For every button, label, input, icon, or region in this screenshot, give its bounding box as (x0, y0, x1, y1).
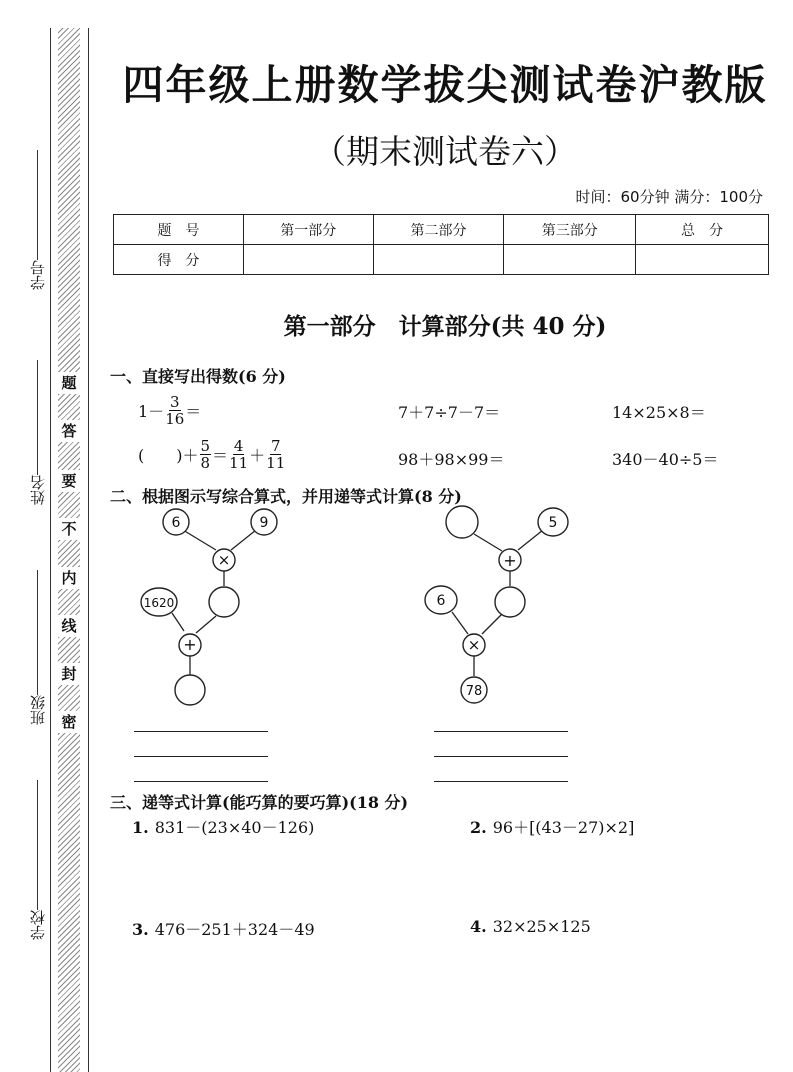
time-info: 时间：60分钟 满分：100分 (575, 188, 763, 206)
seal-char: 密 (58, 711, 80, 733)
node-value: 5 (548, 515, 558, 531)
answer-line[interactable] (434, 781, 568, 782)
node-value: 9 (259, 515, 269, 531)
node-value: 78 (465, 684, 483, 699)
score-header-cell: 第三部分 (504, 215, 636, 245)
score-cell-part1[interactable] (243, 245, 373, 275)
name-field (22, 360, 52, 505)
answer-line[interactable] (434, 756, 568, 757)
score-table-score-row (114, 245, 769, 275)
question-5: 98＋98×99＝ (398, 450, 505, 469)
seal-char: 要 (58, 470, 80, 492)
tree-diagram-1 (130, 500, 300, 710)
class-label: 班级 (28, 695, 47, 725)
page-subtitle: （期末测试卷六） (313, 132, 577, 171)
seal-char: 答 (58, 420, 80, 442)
operator-symbol: × (217, 551, 231, 569)
student-id-field (22, 150, 52, 290)
blank-circle-node (446, 506, 478, 538)
node-value: 1620 (143, 596, 175, 610)
question-3: 14×25×8＝ (612, 403, 706, 422)
answer-line[interactable] (434, 731, 568, 732)
score-cell-part3[interactable] (504, 245, 636, 275)
answer-line[interactable] (134, 781, 268, 782)
answer-line[interactable] (134, 756, 268, 757)
page-title: 四年级上册数学拔尖测试卷沪教版 (122, 61, 768, 109)
fraction: $\frac{7}{11}$ (266, 437, 286, 472)
seal-char: 封 (58, 663, 80, 685)
score-row-label: 得 分 (114, 245, 244, 275)
operator-symbol: × (467, 636, 481, 654)
operator-symbol: + (183, 635, 197, 654)
seal-char: 不 (58, 518, 80, 540)
blank-circle-node (175, 675, 205, 705)
binding-line-right (88, 28, 89, 1072)
question-6: 340－40÷5＝ (612, 450, 719, 469)
part1-title: 第一部分 计算部分(共 40 分) (283, 313, 607, 340)
student-id-label: 学号 (28, 260, 47, 290)
problem-3: 3. 476－251＋324－49 (132, 920, 315, 939)
score-table-header-row (114, 215, 769, 245)
question-1: 1－ $\frac{3}{16}$ ＝ (138, 393, 202, 428)
score-header-cell: 总 分 (636, 215, 769, 245)
section1-title: 一、直接写出得数(6 分) (110, 367, 286, 386)
seal-char: 线 (58, 615, 80, 637)
school-label: 学校 (28, 910, 47, 940)
tree-diagram-2 (410, 500, 580, 710)
node-value: 6 (171, 515, 181, 531)
score-cell-total[interactable] (636, 245, 769, 275)
operator-symbol: + (503, 551, 517, 570)
seal-char: 题 (58, 372, 80, 394)
score-header-cell: 第二部分 (373, 215, 504, 245)
fraction: $\frac{3}{16}$ (165, 393, 185, 428)
question-2: 7＋7÷7－7＝ (398, 403, 501, 422)
problem-4: 4. 32×25×125 (470, 917, 591, 936)
binding-hatch-strip (58, 28, 80, 1072)
fraction: $\frac{5}{8}$ (200, 437, 211, 472)
name-label: 姓名 (28, 475, 47, 505)
score-table (113, 214, 769, 275)
score-cell-part2[interactable] (373, 245, 504, 275)
problem-2: 2. 96＋[(43－27)×2] (470, 818, 635, 837)
seal-char: 内 (58, 567, 80, 589)
answer-line[interactable] (134, 731, 268, 732)
node-value: 6 (436, 593, 446, 609)
fraction: $\frac{4}{11}$ (229, 437, 249, 472)
class-field (22, 570, 52, 725)
blank-circle-node (209, 587, 239, 617)
question-4: ( )＋ $\frac{5}{8}$ ＝ $\frac{4}{11}$ ＋ $\frac{7}{11}$ (138, 437, 286, 472)
score-header-cell: 第一部分 (243, 215, 373, 245)
section3-title: 三、递等式计算(能巧算的要巧算)(18 分) (110, 793, 409, 812)
section2-title: 二、根据图示写综合算式，并用递等式计算(8 分) (110, 487, 462, 506)
school-field (22, 780, 52, 940)
blank-circle-node (495, 587, 525, 617)
score-header-cell: 题 号 (114, 215, 244, 245)
problem-1: 1. 831－(23×40－126) (132, 818, 315, 837)
